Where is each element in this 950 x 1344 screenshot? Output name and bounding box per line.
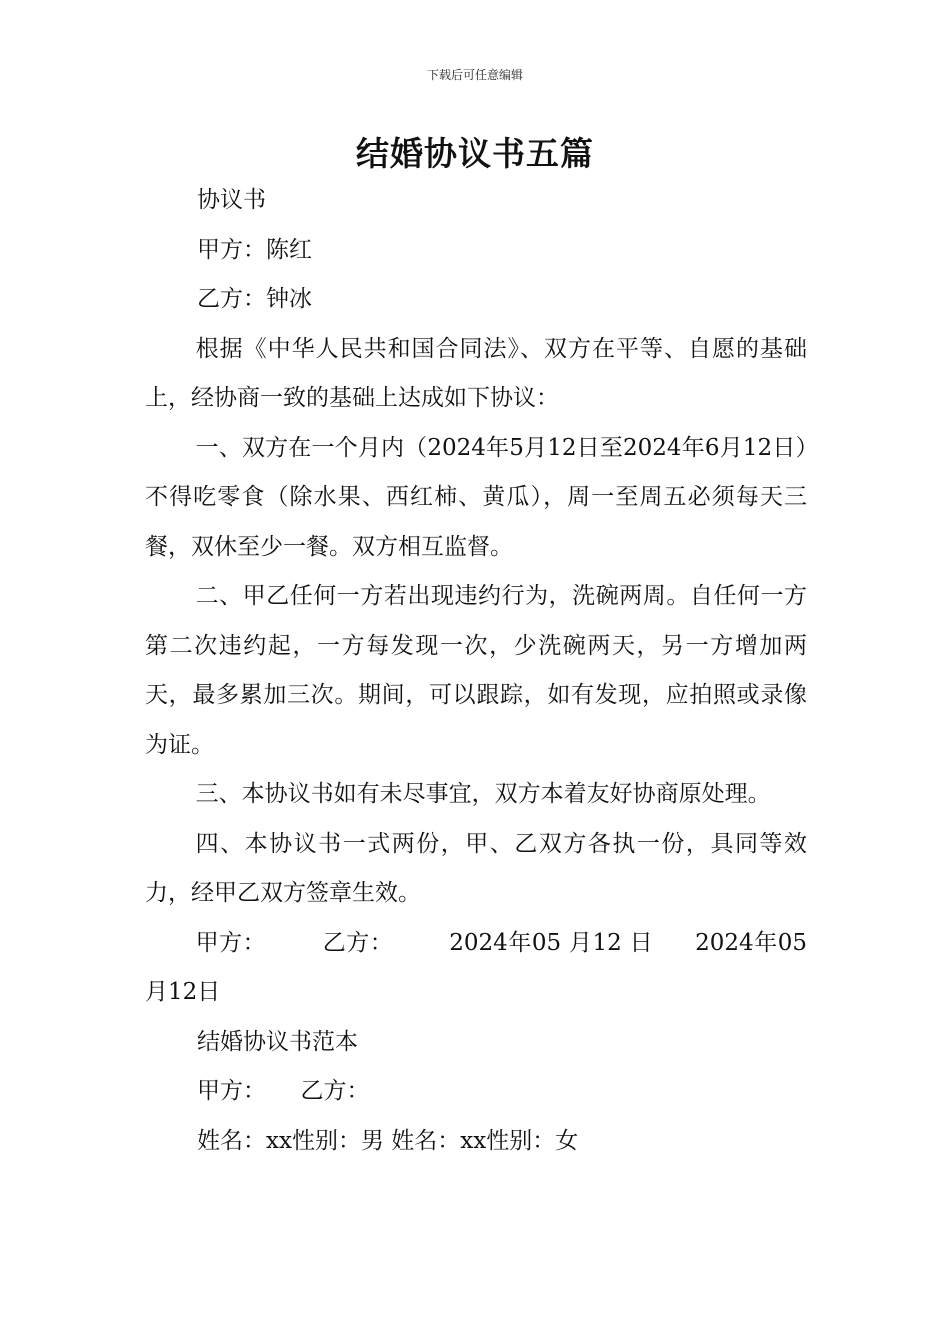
section-2-parties: 甲方： 乙方： (197, 1078, 370, 1104)
signature-party-b: 乙方： (322, 929, 394, 956)
document-body (145, 176, 807, 1166)
signature-date-b: 2024年05月12日 (145, 929, 807, 1005)
section-heading: 协议书 (197, 187, 266, 213)
section-2-names: 姓名：xx性别：男 姓名：xx性别：女 (197, 1127, 579, 1154)
signature-block (145, 919, 807, 1018)
section-2-heading: 结婚协议书范本 (197, 1028, 358, 1055)
clause-3: 三、本协议书如有未尽事宜，双方本着友好协商原处理。 (195, 781, 771, 807)
document-title: 结婚协议书五篇 (356, 134, 594, 173)
signature-date-a: 2024年05 月12 日 (449, 929, 654, 956)
clause-2: 二、甲乙任何一方若出现违约行为，洗碗两周。自任何一方第二次违约起，一方每发现一次，少洗碗两天，另一方增加两天，最多累加三次。期间，可以跟踪，如有发现，应拍照或录像为证。 (145, 583, 807, 758)
intro-paragraph: 根据《中华人民共和国合同法》、双方在平等、自愿的基础上，经协商一致的基础上达成如下协议： (145, 335, 807, 411)
party-a-line: 甲方：陈红 (197, 236, 312, 263)
clause-1: 一、双方在一个月内（2024年5月12日至2024年6月12日）不得吃零食（除水果、西红柿、黄瓜），周一至周五必须每天三餐，双休至少一餐。双方相互监督。 (145, 434, 807, 560)
clause-4: 四、本协议书一式两份，甲、乙双方各执一份，具同等效力，经甲乙双方签章生效。 (145, 830, 807, 906)
header-note: 下载后可任意编辑 (426, 68, 523, 82)
signature-party-a: 甲方： (195, 929, 267, 956)
party-b-line: 乙方：钟冰 (197, 286, 312, 312)
